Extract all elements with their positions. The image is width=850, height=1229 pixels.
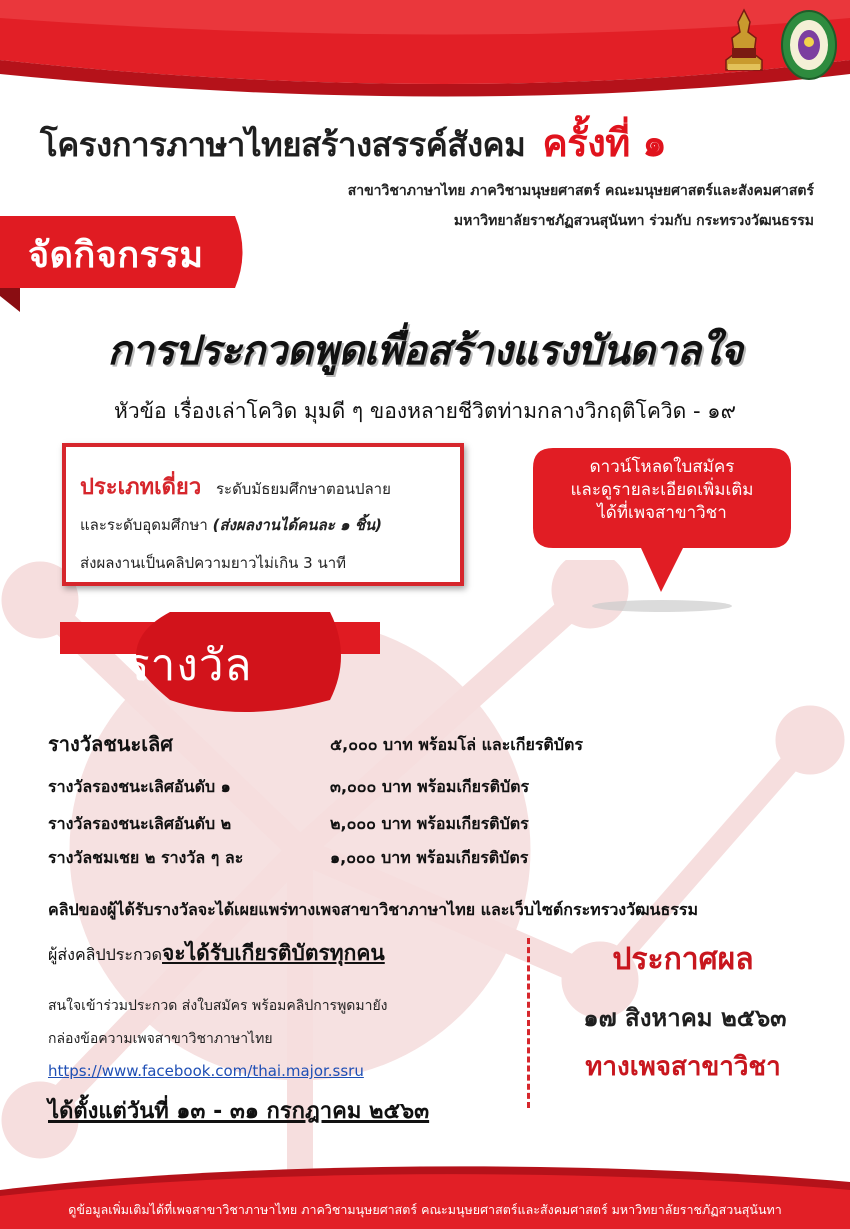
prize-name-2: รางวัลรองชนะเลิศอันดับ ๑ — [48, 777, 231, 796]
project-title — [40, 112, 666, 173]
contest-topic: หัวข้อ เรื่องเล่าโควิด มุมดี ๆ ของหลายชีวิตท่ามกลางวิกฤติโควิด - ๑๙ — [114, 399, 736, 423]
category-box — [62, 443, 464, 586]
project-title-text: โครงการภาษาไทยสร้างสรรค์สังคม — [40, 125, 526, 164]
footer-note: ดูข้อมูลเพิ่มเติมได้ที่เพจสาขาวิชาภาษาไทย ภาควิชามนุษยศาสตร์ คณะมนุษยศาสตร์และสังคมศาสตร์ มหาวิทยาลัยราชภัฏสวนสุนันทา — [68, 1202, 782, 1217]
category-type: ประเภทเดี่ยว — [80, 475, 202, 500]
category-level: ระดับมัธยมศึกษาตอนปลาย — [215, 480, 391, 498]
awards-label: รางวัล — [126, 640, 253, 691]
organizer-line-2: มหาวิทยาลัยราชภัฏสวนสุนันทา ร่วมกับ กระทรวงวัฒนธรรม — [453, 213, 814, 229]
activity-label: จัดกิจกรรม — [28, 235, 204, 276]
category-line-2 — [80, 513, 382, 537]
certificate-note — [48, 937, 385, 970]
prize-amount-3: ๒,๐๐๐ บาท พร้อมเกียรติบัตร — [330, 814, 529, 833]
certificate-prefix: ผู้ส่งคลิปประกวด — [48, 945, 163, 964]
publish-note: คลิปของผู้ได้รับรางวัลจะได้เผยแพร่ทางเพจสาขาวิชาภาษาไทย และเว็บไซต์กระทรวงวัฒนธรรม — [48, 900, 698, 919]
apply-line-2: กล่องข้อความเพจสาขาวิชาภาษาไทย — [48, 1031, 273, 1047]
prize-name-1: รางวัลชนะเลิศ — [48, 732, 173, 756]
facebook-page-link[interactable]: https://www.facebook.com/thai.major.ssru — [48, 1062, 364, 1080]
awards-banner — [40, 612, 390, 716]
result-title: ประกาศผล — [612, 942, 754, 977]
download-line-1: ดาวน์โหลดใบสมัคร — [589, 457, 735, 477]
prize-amount-2: ๓,๐๐๐ บาท พร้อมเกียรติบัตร — [330, 777, 530, 796]
activity-ribbon — [0, 216, 250, 288]
category-level-2: และระดับอุดมศึกษา — [80, 516, 208, 534]
organizer-line-1: สาขาวิชาภาษาไทย ภาควิชามนุษยศาสตร์ คณะมนุษยศาสตร์และสังคมศาสตร์ — [347, 183, 814, 199]
dashed-divider — [527, 938, 530, 1108]
university-crest-logo — [722, 8, 766, 74]
result-where: ทางเพจสาขาวิชา — [585, 1052, 781, 1082]
faculty-seal-logo — [780, 8, 838, 82]
prize-amount-4: ๑,๐๐๐ บาท พร้อมเกียรติบัตร — [330, 848, 529, 867]
download-line-2: และดูรายละเอียดเพิ่มเติม — [570, 480, 754, 500]
contest-title: การประกวดพูดเพื่อสร้างแรงบันดาลใจ — [107, 327, 743, 374]
certificate-emphasis: จะได้รับเกียรติบัตรทุกคน — [162, 941, 385, 965]
category-line-1 — [80, 469, 391, 504]
category-line-3: ส่งผลงานเป็นคลิปความยาวไม่เกิน 3 นาที — [80, 554, 347, 572]
prize-name-4: รางวัลชมเชย ๒ รางวัล ๆ ละ — [48, 848, 244, 867]
prize-name-3: รางวัลรองชนะเลิศอันดับ ๒ — [48, 814, 232, 833]
project-round: ครั้งที่ ๑ — [542, 121, 667, 165]
submission-deadline: ได้ตั้งแต่วันที่ ๑๓ - ๓๑ กรกฎาคม ๒๕๖๓ — [48, 1099, 430, 1124]
category-limit: (ส่งผลงานได้คนละ ๑ ชิ้น) — [212, 516, 383, 534]
apply-line-1: สนใจเข้าร่วมประกวด ส่งใบสมัคร พร้อมคลิปการพูดมายัง — [48, 998, 388, 1014]
prize-amount-1: ๕,๐๐๐ บาท พร้อมโล่ และเกียรติบัตร — [330, 735, 583, 754]
result-date: ๑๗ สิงหาคม ๒๕๖๓ — [583, 1004, 787, 1032]
download-line-3: ได้ที่เพจสาขาวิชา — [597, 503, 727, 523]
download-bubble — [533, 448, 791, 614]
